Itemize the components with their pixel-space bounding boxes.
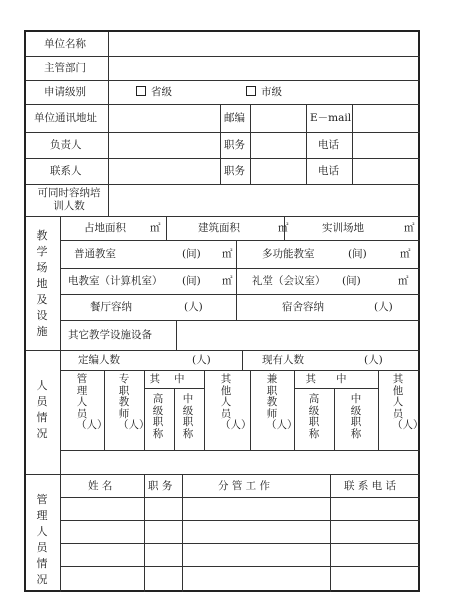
- person-in-charge-label: 负责人: [50, 139, 82, 151]
- facilities-section-label: 教学场地及设施: [36, 229, 48, 338]
- middle-title-header-1: 中级职称: [182, 393, 194, 440]
- among-header-1: 其中: [149, 373, 199, 385]
- computer-room-count-unit: (间): [182, 275, 201, 287]
- other-facilities-label: 其它教学设施设备: [68, 329, 152, 341]
- current-label: 现有人数: [262, 354, 304, 366]
- registration-form: [24, 30, 424, 592]
- land-area-label: 占地面积: [84, 222, 126, 234]
- multi-classroom-count-unit: (间): [348, 248, 367, 260]
- multi-classroom-label: 多功能教室: [262, 248, 315, 260]
- manager-duty-header: 分 管 工 作: [218, 480, 271, 492]
- capacity-label: 可同时容纳培训人数: [37, 187, 101, 212]
- multi-classroom-area-unit: ㎡: [400, 248, 411, 260]
- other-staff-header-2: 其他人员（人）: [392, 373, 424, 431]
- classroom-label: 普通教室: [74, 248, 116, 260]
- computer-room-label: 电教室（计算机室）: [68, 275, 163, 287]
- senior-title-header-1: 高级职称: [152, 393, 164, 440]
- current-unit: (人): [364, 354, 383, 366]
- phone-label-2: 电话: [318, 165, 339, 177]
- level-option-city[interactable]: 市级: [246, 86, 282, 98]
- among-header-2: 其中: [305, 373, 367, 385]
- quota-unit: (人): [192, 354, 211, 366]
- middle-title-header-2: 中级职称: [350, 393, 362, 440]
- fulltime-teacher-header: 专职教师（人）: [118, 373, 150, 431]
- checkbox-city[interactable]: [246, 86, 256, 96]
- address-label: 单位通讯地址: [34, 112, 97, 124]
- building-area-label: 建筑面积: [198, 222, 240, 234]
- unit-name-label: 单位名称: [44, 38, 86, 50]
- training-site-unit: ㎡: [404, 222, 415, 234]
- dining-label: 餐厅容纳: [90, 301, 132, 313]
- email-label: E－mail: [310, 112, 352, 124]
- auditorium-area-unit: ㎡: [398, 275, 409, 287]
- senior-title-header-2: 高级职称: [308, 393, 320, 440]
- postcode-label: 邮编: [224, 112, 245, 124]
- manager-position-header: 职 务: [148, 480, 173, 492]
- checkbox-province[interactable]: [136, 86, 146, 96]
- staff-section-label: 人员情况: [36, 379, 48, 440]
- apply-level-label: 申请级别: [44, 86, 86, 98]
- mgmt-staff-header: 管理人员（人）: [76, 373, 108, 431]
- building-area-unit: ㎡: [278, 222, 289, 234]
- phone-label-1: 电话: [318, 139, 339, 151]
- dorm-unit: (人): [374, 301, 393, 313]
- training-site-label: 实训场地: [322, 222, 364, 234]
- quota-label: 定编人数: [78, 354, 120, 366]
- managers-section-label: 管理人员情况: [36, 493, 48, 586]
- other-staff-header: 其他人员（人）: [220, 373, 252, 431]
- supervisor-dept-label: 主管部门: [44, 62, 86, 74]
- land-area-unit: ㎡: [150, 222, 161, 234]
- computer-room-area-unit: ㎡: [222, 275, 233, 287]
- classroom-count-unit: (间): [182, 248, 201, 260]
- manager-name-header: 姓 名: [88, 480, 113, 492]
- auditorium-label: 礼堂（会议室）: [252, 275, 326, 287]
- auditorium-count-unit: (间): [342, 275, 361, 287]
- parttime-teacher-header: 兼职教师（人）: [266, 373, 298, 431]
- dorm-label: 宿舍容纳: [282, 301, 324, 313]
- level-option-province[interactable]: 省级: [136, 86, 172, 98]
- contact-label: 联系人: [50, 165, 82, 177]
- manager-phone-header: 联 系 电 话: [344, 480, 397, 492]
- position-label-1: 职务: [224, 139, 245, 151]
- dining-unit: (人): [184, 301, 203, 313]
- position-label-2: 职务: [224, 165, 245, 177]
- classroom-area-unit: ㎡: [222, 248, 233, 260]
